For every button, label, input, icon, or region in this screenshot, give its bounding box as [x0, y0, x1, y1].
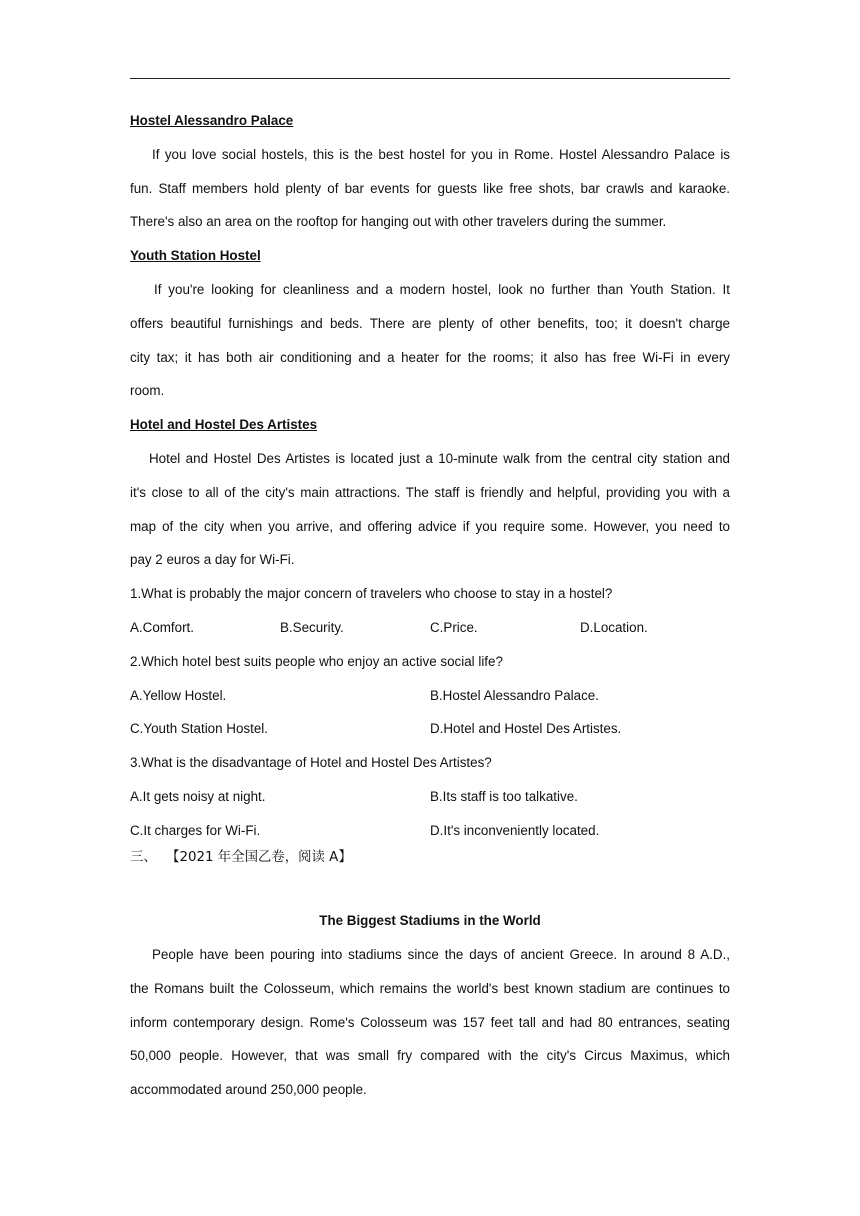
question-2-option-c: C.Youth Station Hostel. — [130, 721, 268, 736]
paragraph-line: city tax; it has both air conditioning and a heater for the rooms; it also has free Wi-Fi in every — [130, 350, 730, 365]
paragraph-line: room. — [130, 383, 165, 398]
question-3-option-b: B.Its staff is too talkative. — [430, 789, 578, 804]
question-3: 3.What is the disadvantage of Hotel and Hostel Des Artistes? — [130, 755, 492, 770]
hostel-heading-alessandro: Hostel Alessandro Palace — [130, 113, 294, 128]
paragraph-line: the Romans built the Colosseum, which remains the world's best known stadium are continues to — [130, 981, 730, 996]
hostel-heading-des-artistes: Hotel and Hostel Des Artistes — [130, 417, 318, 432]
question-2-option-a: A.Yellow Hostel. — [130, 688, 227, 703]
section-marker — [130, 849, 352, 867]
section-number: 三、 — [130, 850, 157, 865]
question-3-option-d: D.It's inconveniently located. — [430, 823, 600, 838]
question-1-option-d: D.Location. — [580, 620, 648, 635]
article-title: The Biggest Stadiums in the World — [319, 913, 541, 928]
paragraph-line: map of the city when you arrive, and offering advice if you require some. However, you need to — [130, 519, 730, 534]
paragraph-line: 50,000 people. However, that was small fry compared with the city's Circus Maximus, which — [130, 1048, 730, 1063]
question-1: 1.What is probably the major concern of travelers who choose to stay in a hostel? — [130, 586, 613, 601]
question-2: 2.Which hotel best suits people who enjoy an active social life? — [130, 654, 503, 669]
paragraph-line: If you love social hostels, this is the best hostel for you in Rome. Hostel Alessandro Palace is — [152, 147, 730, 162]
question-3-option-a: A.It gets noisy at night. — [130, 789, 266, 804]
paragraph-line: fun. Staff members hold plenty of bar events for guests like free shots, bar crawls and karaoke. — [130, 181, 730, 196]
question-2-option-d: D.Hotel and Hostel Des Artistes. — [430, 721, 622, 736]
paragraph-line: inform contemporary design. Rome's Colosseum was 157 feet tall and had 80 entrances, seating — [130, 1015, 730, 1030]
question-1-option-a: A.Comfort. — [130, 620, 194, 635]
section-label: 【2021 年全国乙卷，阅读 A】 — [172, 850, 352, 865]
paragraph-line: it's close to all of the city's main attractions. The staff is friendly and helpful, providing you with a — [130, 485, 730, 500]
paragraph-line: Hotel and Hostel Des Artistes is located just a 10-minute walk from the central city station and — [149, 451, 730, 466]
question-1-option-c: C.Price. — [430, 620, 478, 635]
hostel-heading-youth-station: Youth Station Hostel — [130, 248, 261, 263]
question-1-option-b: B.Security. — [280, 620, 344, 635]
paragraph-line: pay 2 euros a day for Wi-Fi. — [130, 552, 295, 567]
paragraph-line: There's also an area on the rooftop for hanging out with other travelers during the summer. — [130, 214, 667, 229]
question-2-option-b: B.Hostel Alessandro Palace. — [430, 688, 599, 703]
paragraph-line: If you're looking for cleanliness and a modern hostel, look no further than Youth Station. It — [154, 282, 730, 297]
question-3-option-c: C.It charges for Wi-Fi. — [130, 823, 261, 838]
paragraph-line: People have been pouring into stadiums since the days of ancient Greece. In around 8 A.D., — [152, 947, 730, 962]
paragraph-line: accommodated around 250,000 people. — [130, 1082, 367, 1097]
paragraph-line: offers beautiful furnishings and beds. There are plenty of other benefits, too; it doesn't charge — [130, 316, 730, 331]
header-rule — [130, 78, 730, 79]
